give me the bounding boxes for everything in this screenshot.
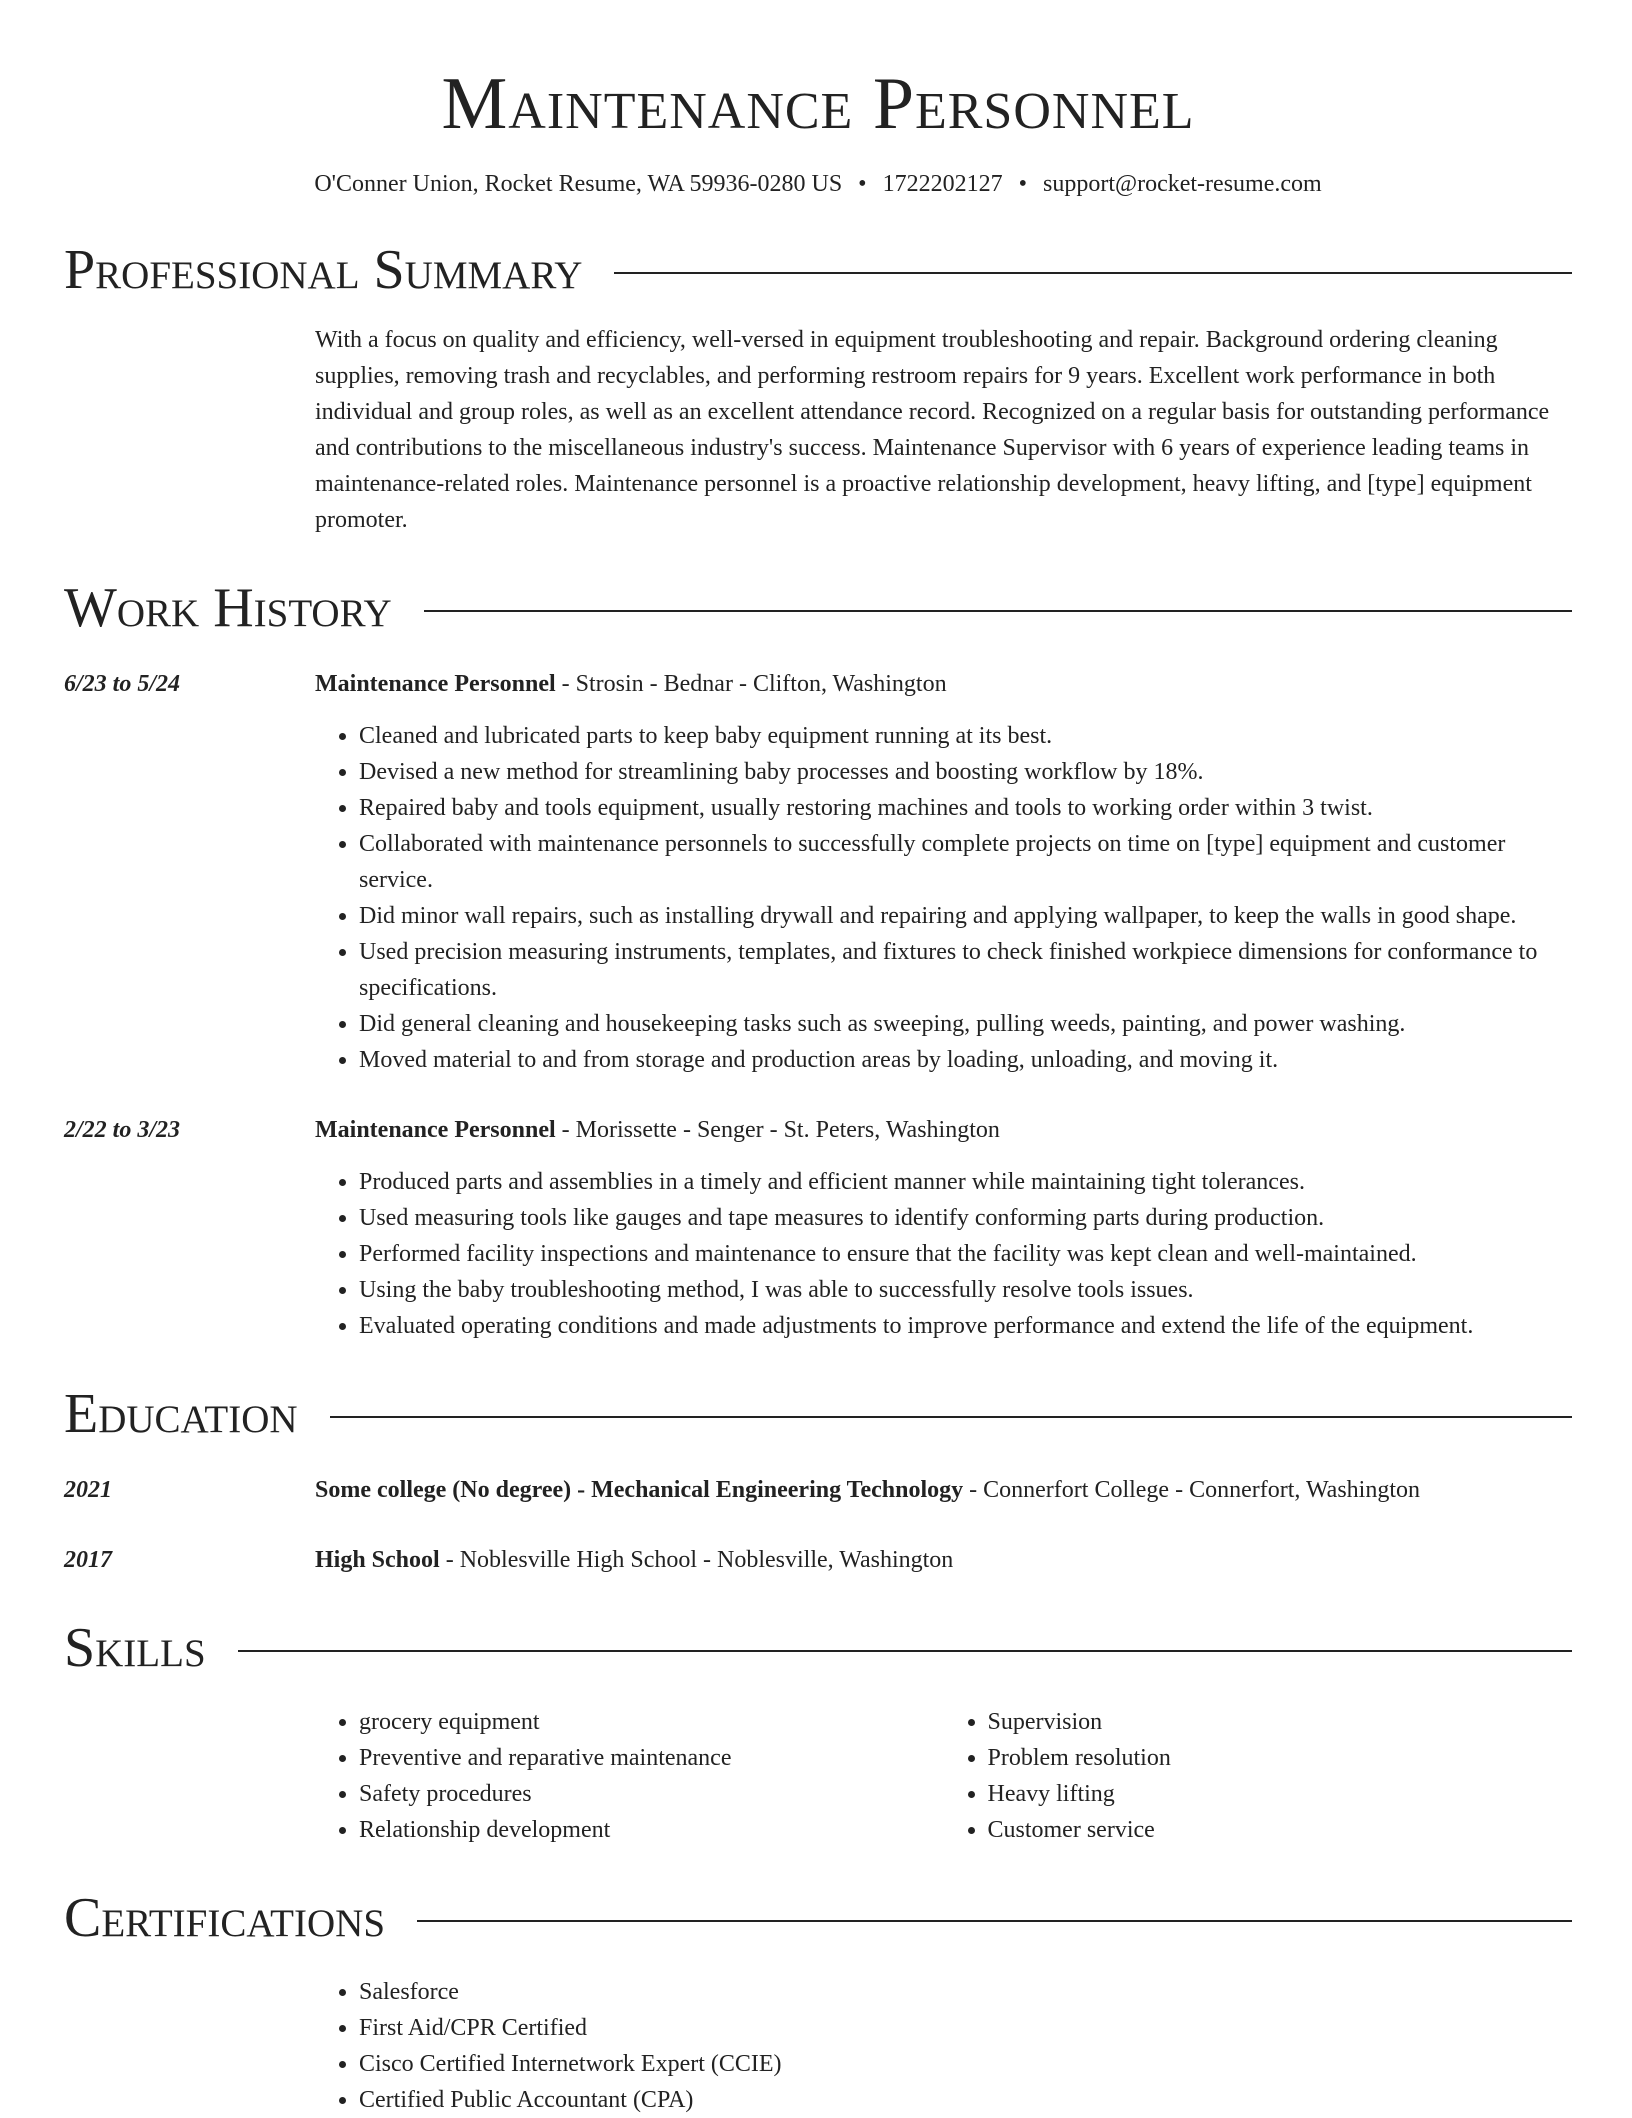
skill-item: • Problem resolution bbox=[988, 1740, 1573, 1776]
certification-item: • Certified Public Accountant (CPA) bbox=[359, 2082, 1572, 2118]
resume-page bbox=[64, 0, 1572, 2118]
job-bullet: • Did general cleaning and housekeeping tasks such as sweeping, pulling weeds, painting, and power washing. bbox=[359, 1006, 1572, 1042]
contact-address: O'Conner Union, Rocket Resume, WA 59936-0280 US bbox=[314, 171, 843, 197]
skill-item: • Supervision bbox=[988, 1704, 1573, 1740]
job-details: - Morissette - Senger - St. Peters, Washington bbox=[555, 1117, 1000, 1143]
section-divider bbox=[238, 1650, 1572, 1652]
contact-phone: 1722202127 bbox=[882, 171, 1003, 197]
job-bullet: • Performed facility inspections and maintenance to ensure that the facility was kept clean and well-maintained. bbox=[359, 1236, 1572, 1272]
job-details: - Strosin - Bednar - Clifton, Washington bbox=[555, 671, 947, 697]
summary-section-title: Professional Summary bbox=[64, 239, 583, 301]
job-entry bbox=[64, 666, 1572, 1078]
job-title: Maintenance Personnel bbox=[315, 671, 556, 697]
contact-email: support@rocket-resume.com bbox=[1042, 171, 1322, 197]
work-section-header bbox=[64, 576, 1572, 640]
job-dates: 2/22 to 3/23 bbox=[64, 1117, 181, 1143]
education-degree: High School bbox=[315, 1547, 440, 1573]
job-bullet: • Repaired baby and tools equipment, usually restoring machines and tools to working order within 3 twist. bbox=[359, 790, 1572, 826]
skills-section-title: Skills bbox=[64, 1617, 206, 1679]
education-section-title: Education bbox=[64, 1383, 298, 1445]
education-section-header bbox=[64, 1382, 1572, 1446]
job-bullet: • Used measuring tools like gauges and tape measures to identify conforming parts during production. bbox=[359, 1200, 1572, 1236]
job-bullet: • Collaborated with maintenance personnels to successfully complete projects on time on [type] equipment and customer service. bbox=[359, 826, 1572, 898]
job-title: Maintenance Personnel bbox=[315, 1117, 556, 1143]
section-divider bbox=[330, 1416, 1572, 1418]
skills-list-left bbox=[315, 1704, 944, 1848]
skill-item: • Preventive and reparative maintenance bbox=[359, 1740, 944, 1776]
job-entry bbox=[64, 1112, 1572, 1344]
skill-item: • Heavy lifting bbox=[988, 1776, 1573, 1812]
work-section-title: Work History bbox=[64, 577, 392, 639]
certifications-section-title: Certifications bbox=[64, 1887, 386, 1949]
contact-line bbox=[64, 168, 1572, 200]
job-bullet: • Did minor wall repairs, such as installing drywall and repairing and applying wallpaper, to keep the walls in good shape. bbox=[359, 898, 1572, 934]
education-entry bbox=[64, 1542, 1572, 1578]
skill-item: • grocery equipment bbox=[359, 1704, 944, 1740]
education-details: - Connerfort College - Connerfort, Washington bbox=[963, 1477, 1421, 1503]
section-divider bbox=[417, 1920, 1572, 1922]
certifications-list-wrapper bbox=[315, 1974, 1572, 2118]
job-bullet: • Evaluated operating conditions and made adjustments to improve performance and extend the life of the equipment. bbox=[359, 1308, 1572, 1344]
education-year: 2017 bbox=[64, 1547, 112, 1573]
summary-text: With a focus on quality and efficiency, well-versed in equipment troubleshooting and repair. Background ordering cleaning supplies, removing trash and recyclables, and performing restroom repairs for 9 years. Excellent work performance in both individual and group roles, as well as an excellent attendance record. Recognized on a regular basis for outstanding performance and contributions to the miscellaneous industry's success. Maintenance Supervisor with 6 years of experience leading teams in maintenance-related roles. Maintenance personnel is a proactive relationship development, heavy lifting, and [type] equipment promoter. bbox=[315, 327, 1550, 533]
job-bullet: • Using the baby troubleshooting method, I was able to successfully resolve tools issues. bbox=[359, 1272, 1572, 1308]
contact-separator: • bbox=[858, 171, 867, 197]
certifications-section-header bbox=[64, 1886, 1572, 1950]
certifications-list bbox=[315, 1974, 1572, 2118]
job-bullet: • Moved material to and from storage and production areas by loading, unloading, and moving it. bbox=[359, 1042, 1572, 1078]
job-bullets bbox=[315, 718, 1572, 1078]
certification-item: • Cisco Certified Internetwork Expert (CCIE) bbox=[359, 2046, 1572, 2082]
job-heading bbox=[315, 666, 1572, 1078]
education-entry bbox=[64, 1472, 1572, 1508]
contact-separator: • bbox=[1018, 171, 1027, 197]
job-dates: 6/23 to 5/24 bbox=[64, 671, 181, 697]
education-degree: Some college (No degree) - Mechanical Engineering Technology bbox=[315, 1477, 964, 1503]
education-year: 2021 bbox=[64, 1477, 112, 1503]
job-bullets bbox=[315, 1164, 1572, 1344]
resume-name: Maintenance Personnel bbox=[441, 63, 1195, 145]
certification-item: • First Aid/CPR Certified bbox=[359, 2010, 1572, 2046]
skill-item: • Customer service bbox=[988, 1812, 1573, 1848]
skill-item: • Safety procedures bbox=[359, 1776, 944, 1812]
section-divider bbox=[424, 610, 1572, 612]
skills-section-header bbox=[64, 1616, 1572, 1680]
job-bullet: • Used precision measuring instruments, templates, and fixtures to check finished workpiece dimensions for conformance to specifications. bbox=[359, 934, 1572, 1006]
skills-list-right bbox=[944, 1704, 1573, 1848]
job-bullet: • Cleaned and lubricated parts to keep baby equipment running at its best. bbox=[359, 718, 1572, 754]
section-divider bbox=[614, 272, 1572, 274]
job-heading bbox=[315, 1112, 1572, 1344]
skills-columns bbox=[315, 1704, 1572, 1848]
job-bullet: • Devised a new method for streamlining baby processes and boosting workflow by 18%. bbox=[359, 754, 1572, 790]
certification-item: • Salesforce bbox=[359, 1974, 1572, 2010]
summary-section-header bbox=[64, 238, 1572, 302]
job-bullet: • Produced parts and assemblies in a timely and efficient manner while maintaining tight tolerances. bbox=[359, 1164, 1572, 1200]
skill-item: • Relationship development bbox=[359, 1812, 944, 1848]
education-details: - Noblesville High School - Noblesville, Washington bbox=[439, 1547, 954, 1573]
